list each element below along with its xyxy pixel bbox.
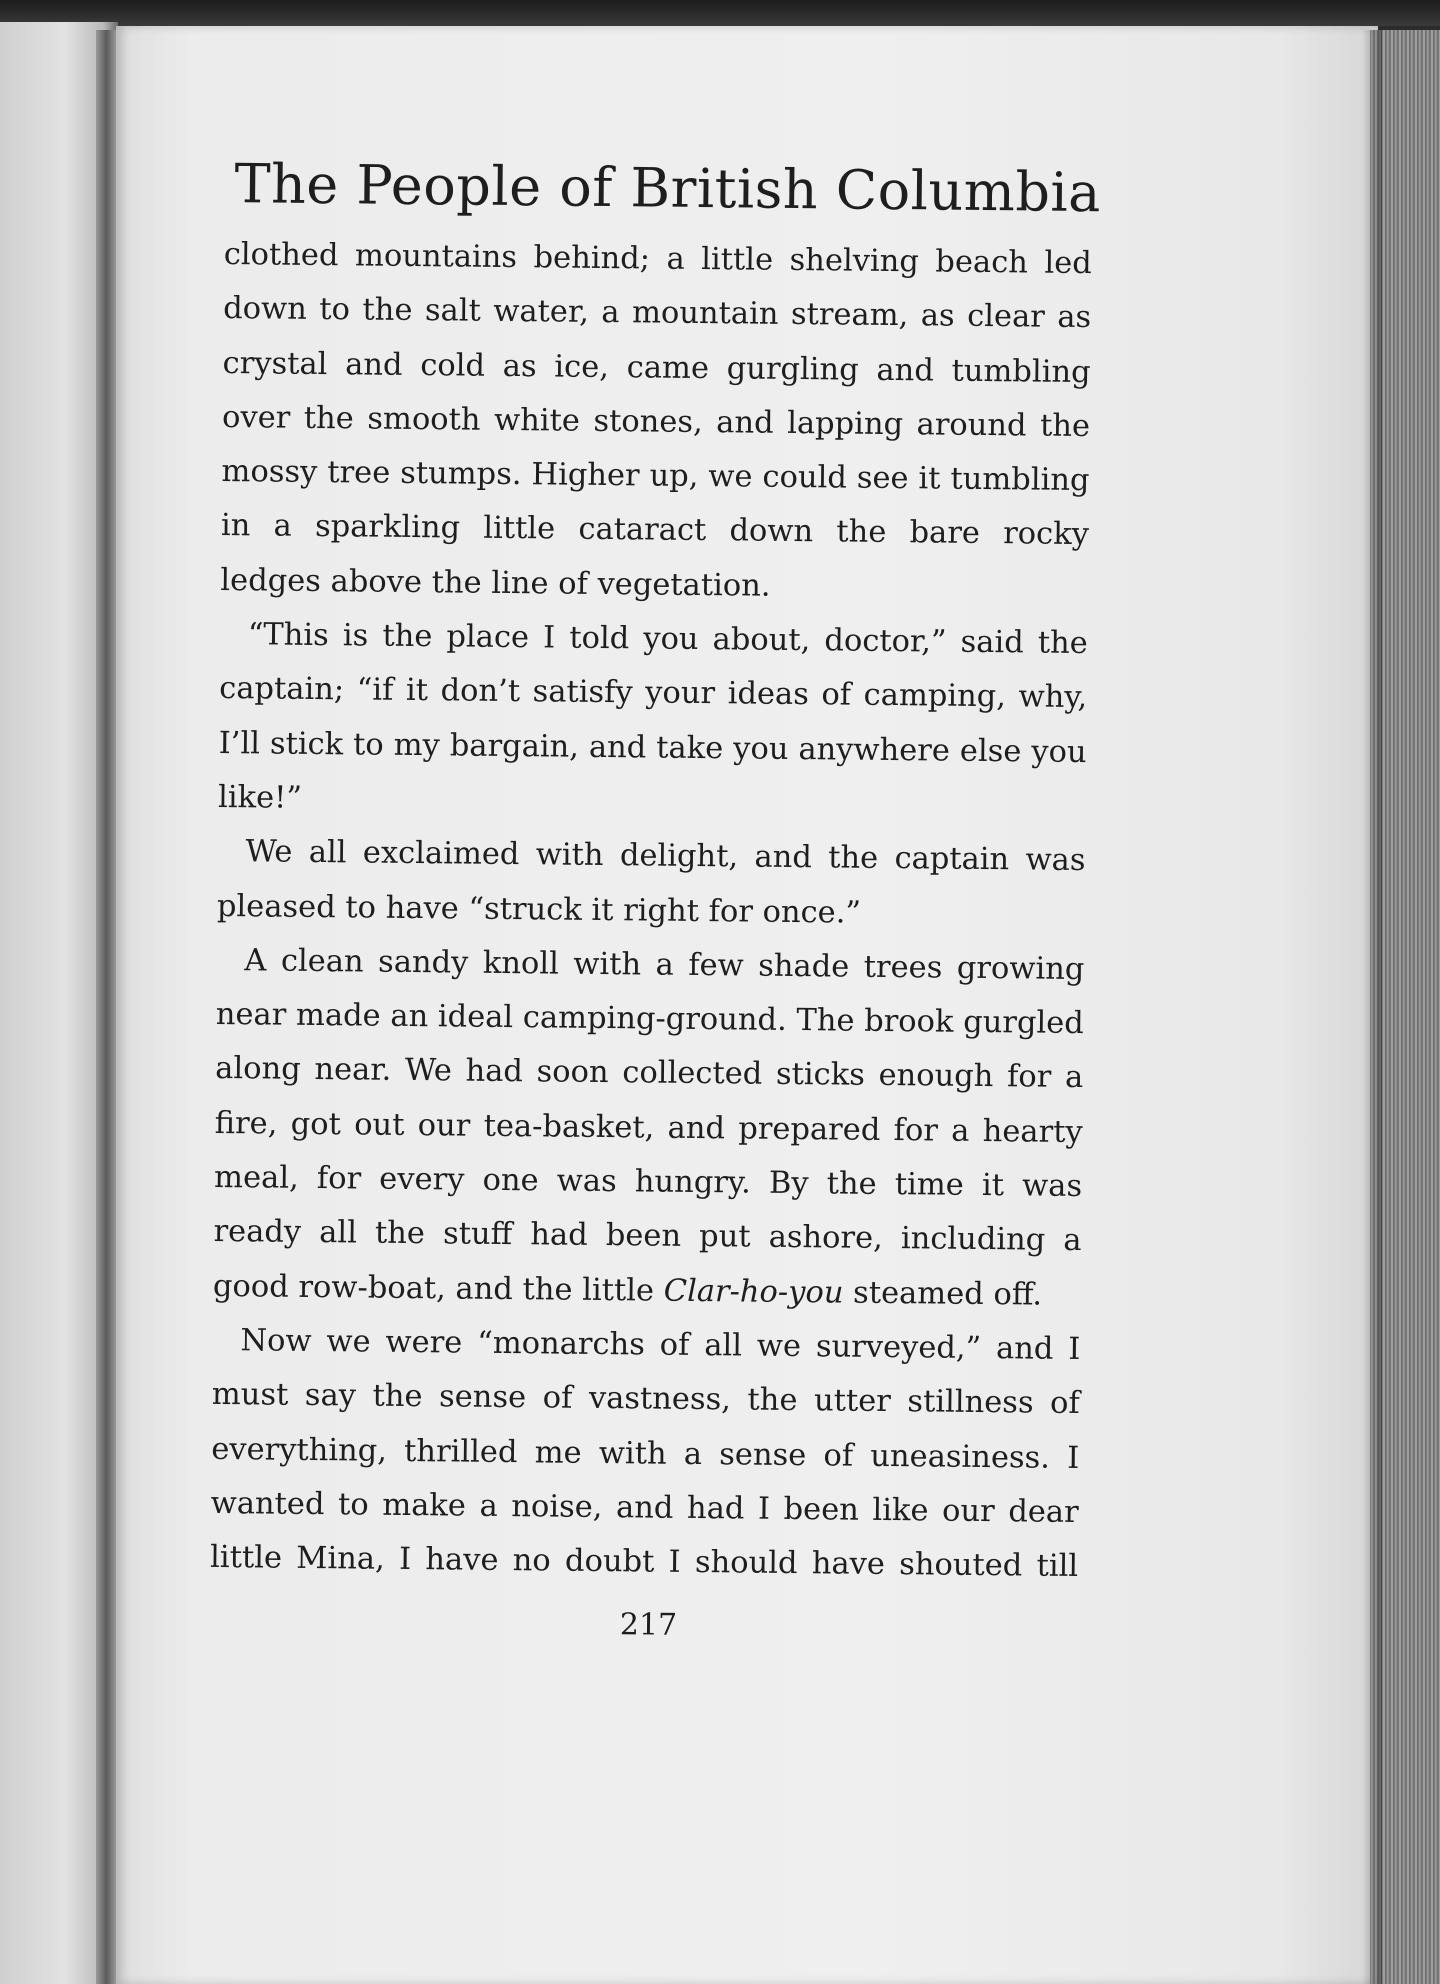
paragraph-text: A clean sandy knoll with a few shade trees growing near made an ideal camping-ground. The brook gurgled along near. We had soon collected sticks enough for a fire, got out our tea-basket, and prepared for a hearty meal, for every one was hungry. By the time it was ready all the stuff had been put ashore, including a good row-boat, and the little <box>212 943 1085 1309</box>
paragraph: clothed mountains behind; a little shelving beach led down to the salt water, a mountain stream, as clear as crystal and cold as ice, came gurgling and tumbling over the smooth white stones, and lapping around the mossy tree stumps. Higher up, we could see it tumbling in a sparkling little cataract down the bare rocky ledges above the line of vegetation. <box>220 236 1092 604</box>
page-text-block <box>209 140 1102 1660</box>
paragraph: “This is the place I told you about, doctor,” said the captain; “if it don’t satisfy your ideas of camping, why, I’ll stick to my bargain, and take you anywhere else you like!” <box>217 617 1088 816</box>
paragraph-text: steamed off. <box>843 1275 1043 1313</box>
paragraph: We all exclaimed with delight, and the captain was pleased to have “struck it right for once.” <box>216 834 1086 931</box>
paragraph <box>213 934 1085 1323</box>
running-head: The People of British Columbia <box>234 152 1102 225</box>
paragraph: Now we were “monarchs of all we surveyed,” and I must say the sense of vastness, the utter stillness of everything, thrilled me with a sense of uneasiness. I wanted to make a noise, and had I been like our dear little Mina, I have no doubt I should have shouted till <box>209 1323 1081 1585</box>
scanner-top-edge <box>0 0 1440 26</box>
boat-name-italic: Clar-ho-you <box>663 1273 844 1311</box>
page-number: 217 <box>619 1607 678 1644</box>
fore-edge-shadow <box>1362 30 1382 1984</box>
